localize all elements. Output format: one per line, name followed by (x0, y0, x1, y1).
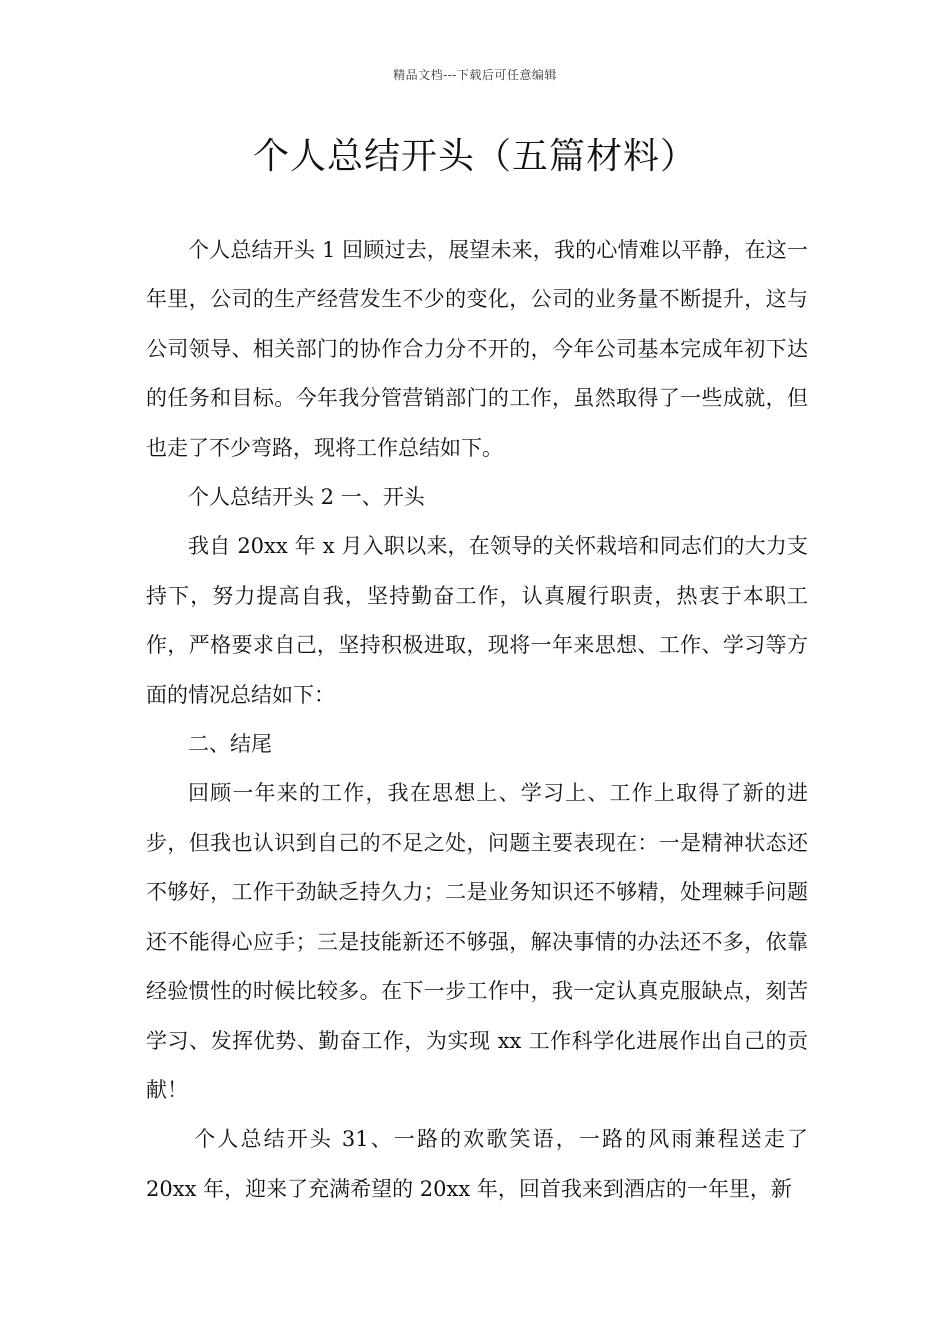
paragraph-body-ending: 回顾一年来的工作，我在思想上、学习上、工作上取得了新的进步，但我也认识到自己的不足之处，问题主要表现在：一是精神状态还不够好，工作干劲缺乏持久力；二是业务知识还不够精，处理棘手问题还不能得心应手；三是技能新还不够强，解决事情的办法还不多，依靠经验惯性的时候比较多。在下一步工作中，我一定认真克服缺点，刻苦学习、发挥优势、勤奋工作，为实现 xx 工作科学化进展作出自己的贡献！ (146, 781, 808, 1102)
paragraph-intro-3: 个人总结开头 31、一路的欢歌笑语，一路的风雨兼程送走了 20xx 年，迎来了充满希望的 20xx 年，回首我来到酒店的一年里，新 (146, 1127, 808, 1201)
page-header: 精品文档---下载后可任意编辑 (393, 68, 557, 82)
document-body (146, 226, 808, 1214)
paragraph-intro-1: 个人总结开头 1 回顾过去，展望未来，我的心情难以平静，在这一年里，公司的生产经营发生不少的变化，公司的业务量不断提升，这与公司领导、相关部门的协作合力分不开的，今年公司基本完成年初下达的任务和目标。今年我分管营销部门的工作，虽然取得了一些成就，但也走了不少弯路，现将工作总结如下。 (146, 238, 808, 460)
document-title: 个人总结开头（五篇材料） (252, 136, 697, 177)
paragraph-heading-2: 个人总结开头 2 一、开头 (188, 485, 425, 510)
paragraph-body-2: 我自 20xx 年 x 月入职以来，在领导的关怀栽培和同志们的大力支持下，努力提高自我，坚持勤奋工作，认真履行职责，热衷于本职工作，严格要求自己，坚持积极进取，现将一年来思想、工作、学习等方面的情况总结如下： (146, 534, 808, 707)
paragraph-heading-ending: 二、结尾 (188, 732, 272, 757)
